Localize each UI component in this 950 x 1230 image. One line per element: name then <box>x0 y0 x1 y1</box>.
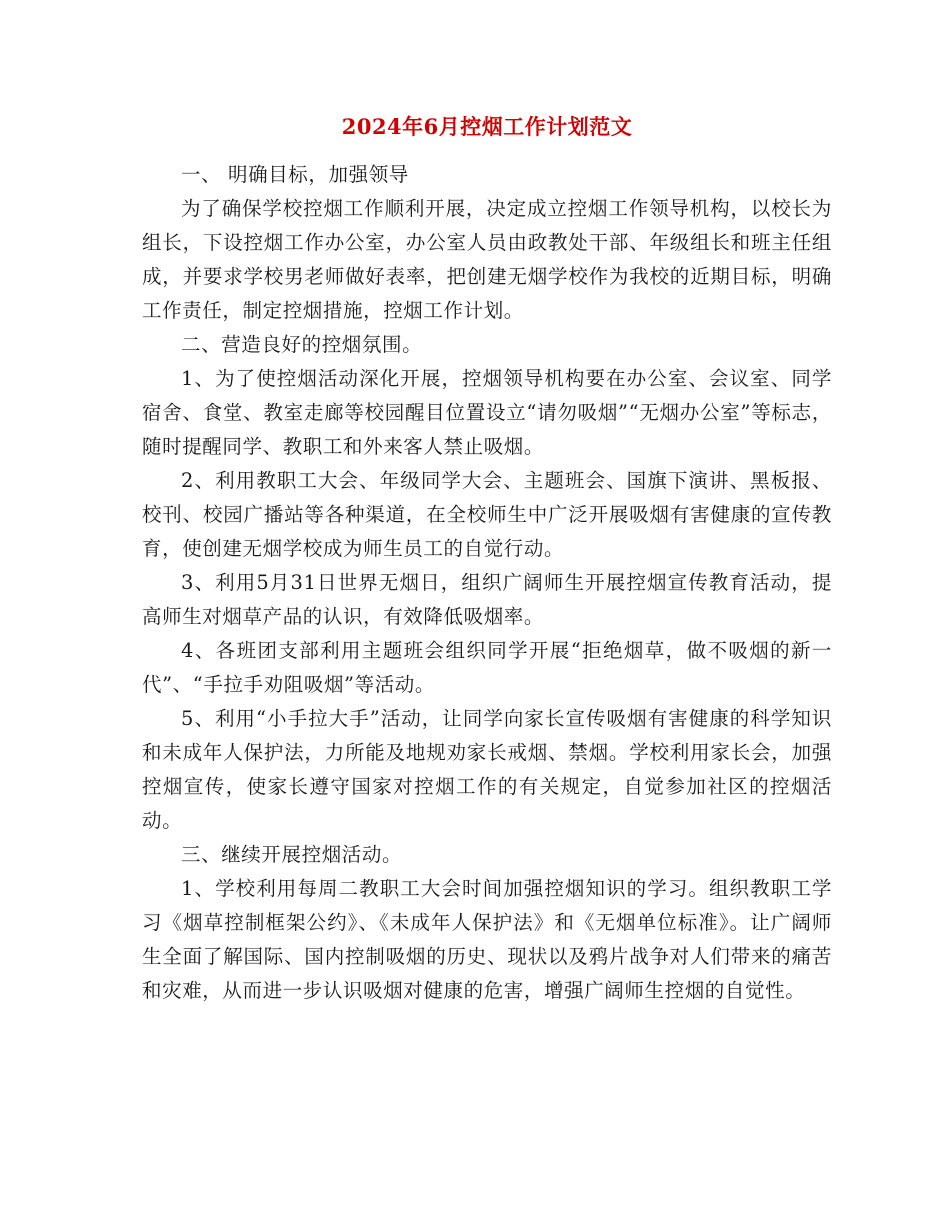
paragraph-3-1: 1、学校利用每周二教职工大会时间加强控烟知识的学习。组织教职工学习《烟草控制框架公约》、《未成年人保护法》和《无烟单位标准》。让广阔师生全面了解国际、国内控制吸烟的历史、现状以及鸦片战争对人们带来的痛苦和灾难，从而进一步认识吸烟对健康的危害，增强广阔师生控烟的自觉性。 <box>142 877 832 1002</box>
heading-2: 二、营造良好的控烟氛围。 <box>181 333 423 356</box>
paragraph-2-2: 2、利用教职工大会、年级同学大会、主题班会、国旗下演讲、黑板报、校刊、校园广播站等各种渠道，在全校师生中广泛开展吸烟有害健康的宣传教育，使创建无烟学校成为师生员工的自觉行动。 <box>142 469 832 560</box>
paragraph-2-5: 5、利用“小手拉大手”活动，让同学向家长宣传吸烟有害健康的科学知识和未成年人保护法，力所能及地规劝家长戒烟、禁烟。学校利用家长会，加强控烟宣传，使家长遵守国家对控烟工作的有关规定，自觉参加社区的控烟活动。 <box>142 707 832 832</box>
heading-3: 三、继续开展控烟活动。 <box>181 843 403 866</box>
document-title: 2024年6月控烟工作计划范文 <box>341 114 633 139</box>
paragraph-1: 为了确保学校控烟工作顺利开展，决定成立控烟工作领导机构，以校长为组长，下设控烟工作办公室，办公室人员由政教处干部、年级组长和班主任组成，并要求学校男老师做好表率，把创建无烟学校作为我校的近期目标，明确工作责任，制定控烟措施，控烟工作计划。 <box>142 197 832 322</box>
heading-1: 一、 明确目标，加强领导 <box>181 163 409 186</box>
document-page <box>142 112 832 1008</box>
paragraph-2-3: 3、利用5月31日世界无烟日，组织广阔师生开展控烟宣传教育活动，提高师生对烟草产品的认识，有效降低吸烟率。 <box>142 571 832 628</box>
paragraph-2-1: 1、为了使控烟活动深化开展，控烟领导机构要在办公室、会议室、同学宿舍、食堂、教室走廊等校园醒目位置设立“请勿吸烟”“无烟办公室”等标志，随时提醒同学、教职工和外来客人禁止吸烟。 <box>142 367 832 458</box>
paragraph-2-4: 4、各班团支部利用主题班会组织同学开展“拒绝烟草，做不吸烟的新一代”、“手拉手劝阻吸烟”等活动。 <box>142 639 832 696</box>
